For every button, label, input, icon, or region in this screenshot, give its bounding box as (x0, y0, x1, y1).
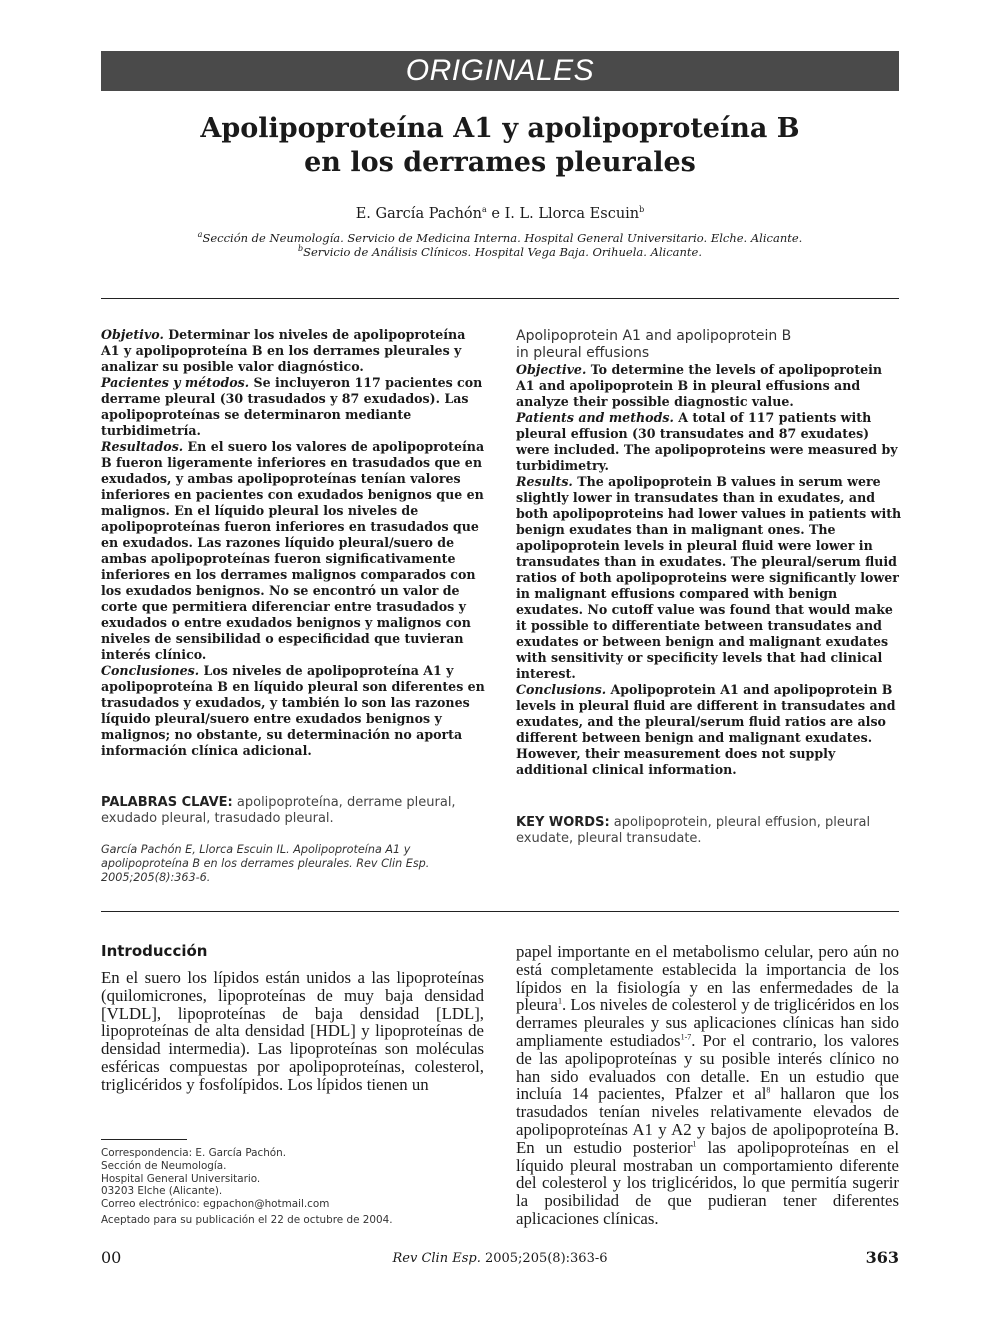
abstract-es-results-text: En el suero los valores de apolipoproteína B fueron ligeramente inferiores en trasudados que en exudados, y ambas apolipoproteínas tenían valores inferiores en pacientes con exudados benignos que en malignos. En el líquido pleural los niveles de apolipoproteínas fueron inferiores en trasudados que en exudados. Las razones líquido pleural/suero de ambas apolipoproteínas fueron significativamente inferiores en los derrames malignos comparados con los exudados benignos. No se encontró un valor de corte que permitiera diferenciar entre trasudados y exudados o entre exudados benignos y malignos con niveles de sensibilidad o especificidad que tuvieran interés clínico. (101, 439, 485, 662)
ref-mark-3: 8 (766, 1085, 771, 1095)
footer-journal: Rev Clin Esp. (392, 1251, 481, 1266)
citation: García Pachón E, Llorca Escuin IL. Apolipoproteína A1 y apolipoproteína B en los derrames pleurales. Rev Clin Esp. 2005;205(8):363-6. (101, 843, 430, 884)
intro-r3: . Por el contrario, los valores de las apolipoproteínas y su posible interés clínico no han sido evaluados con detalle. En un estudio que incluía 14 pacientes, Pfalzer et al (516, 1030, 899, 1104)
author-2: I. L. Llorca Escuin (504, 206, 640, 222)
keywords-spanish (101, 795, 484, 827)
abstract-spanish (101, 327, 487, 759)
author-2-affil-mark: b (639, 205, 645, 215)
english-title-line-1: Apolipoprotein A1 and apolipoprotein B (516, 328, 792, 344)
footnote-correspondence: Correspondencia: E. García Pachón. (101, 1147, 287, 1159)
footer-ref: 2005;205(8):363-6 (480, 1251, 608, 1266)
ref-mark-4: 1 (692, 1139, 697, 1149)
keywords-en-text: apolipoprotein, pleural effusion, pleural exudate, pleural transudate. (516, 815, 871, 846)
affiliation-b-mark: b (297, 244, 304, 254)
abstract-english (516, 362, 902, 778)
correspondence-footnote (101, 1147, 484, 1227)
abstract-en-results (516, 474, 902, 682)
author-line (101, 206, 899, 222)
abstract-en-results-label: Results. (516, 474, 573, 489)
affiliation-a-mark: a (197, 230, 203, 240)
footer-journal-reference (101, 1251, 899, 1266)
intro-r5: las apolipoproteínas en el líquido pleural mostraban un comportamiento diferente del colesterol y los triglicéridos, lo que permitía sugerir la posibilidad de que pudieran tener diferentes aplicaciones clínicas. (516, 1137, 899, 1228)
abstract-es-objective-label: Objetivo. (101, 327, 164, 342)
abstract-es-methods-text: Se incluyeron 117 pacientes con derrame pleural (30 trasudados y 87 exudados). Las apolipoproteínas se determinaron mediante turbidimetría. (101, 375, 483, 438)
footnote-rule (101, 1139, 187, 1140)
abstract-en-results-text: The apolipoprotein B values in serum were slightly lower in transudates than in exudates, and both apolipoproteins had lower values in patients with benign exudates than in malignant ones. The apolipoprotein levels in pleural fluid were lower in transudates than in exudates. The pleural/serum fluid ratios of both apolipoproteins were significantly lower in malignant effusions compared with benign exudates. No cutoff value was found that would make it possible to differentiate between transudates and exudates or between benign and malignant exudates with sensitivity or specificity levels that had clinical interest. (516, 474, 902, 681)
abstract-es-conclusions-text: Los niveles de apolipoproteína A1 y apolipoproteína B en líquido pleural son diferentes en trasudados y exudados, y también lo son las razones líquido pleural/suero entre exudados benignos y malignos; no obstante, su determinación no aporta información clínica adicional. (101, 663, 485, 758)
footnote-email: Correo electrónico: egpachon@hotmail.com (101, 1198, 330, 1211)
section-header-bar (101, 51, 899, 91)
affiliation-b (101, 245, 899, 259)
keywords-es-text: apolipoproteína, derrame pleural, exudado pleural, trasudado pleural. (101, 795, 456, 826)
affiliation-b-text: Servicio de Análisis Clínicos. Hospital Vega Baja. Orihuela. Alicante. (303, 245, 703, 259)
abstract-en-methods (516, 410, 902, 474)
keywords-es-label: PALABRAS CLAVE: (101, 795, 233, 810)
title-line-2: en los derrames pleurales (304, 147, 696, 178)
abstract-es-objective-text: Determinar los niveles de apolipoproteína A1 y apolipoproteína B en los derrames pleurales y analizar su posible valor diagnóstico. (101, 327, 466, 374)
intro-r1: papel importante en el metabolismo celular, pero aún no está completamente establecida la importancia de los lípidos en la fisiología y en las enfermedades de la pleura (516, 942, 899, 1015)
article-title (101, 112, 899, 180)
author-1: E. García Pachón (355, 206, 482, 222)
author-1-affil-mark: a (481, 205, 487, 215)
english-title-line-2: in pleural effusions (516, 345, 650, 361)
footnote-city: 03203 Elche (Alicante). (101, 1185, 223, 1198)
abstract-es-conclusions (101, 663, 487, 759)
abstract-en-conclusions (516, 682, 902, 778)
keywords-en-label: KEY WORDS: (516, 815, 610, 830)
abstract-es-methods-label: Pacientes y métodos. (101, 375, 250, 390)
abstract-en-conclusions-label: Conclusions. (516, 682, 607, 697)
divider-middle (101, 911, 899, 912)
abstract-es-objective (101, 327, 487, 375)
footer-page-number: 363 (865, 1248, 899, 1267)
footer-page-left: 00 (101, 1248, 122, 1267)
abstract-en-objective (516, 362, 902, 410)
abstract-es-results-label: Resultados. (101, 439, 184, 454)
footnote-dept: Sección de Neumología. (101, 1159, 227, 1172)
title-line-1: Apolipoproteína A1 y apolipoproteína B (200, 113, 800, 144)
intro-left-column: En el suero los lípidos están unidos a las lipoproteínas (quilomicrones, lipoproteínas de muy baja densidad [VLDL], lipoproteínas de baja densidad [LDL], lipoproteínas de alta densidad [HDL] y lipoproteínas de densidad intermedia). Las lipoproteínas son moléculas esféricas compuestas por apolipoproteínas, colesterol, triglicéridos y fosfolípidos. Los lípidos tienen un (101, 968, 484, 1094)
affiliation-a (101, 231, 899, 245)
abstract-es-results (101, 439, 487, 663)
intro-r4: hallaron que los trasudados tenían niveles relativamente elevados de apolipoproteínas A1 y A2 y bajos de apolipoproteína B. En un estudio posterior (516, 1084, 899, 1157)
keywords-english (516, 815, 899, 847)
author-joiner: e (486, 206, 505, 222)
abstract-en-methods-text: A total of 117 patients with pleural effusion (30 transudates and 87 exudates) were included. The apolipoproteins were measured by turbidimetry. (516, 410, 898, 473)
abstract-en-methods-label: Patients and methods. (516, 410, 674, 425)
abstract-es-methods (101, 375, 487, 439)
intro-right-column (516, 943, 899, 1228)
footnote-accepted: Aceptado para su publicación el 22 de octubre de 2004. (101, 1213, 393, 1226)
section-label: ORIGINALES (405, 54, 595, 87)
footnote-hospital: Hospital General Universitario. (101, 1172, 261, 1185)
ref-mark-2: 1-7 (680, 1032, 692, 1042)
abstract-en-objective-label: Objective. (516, 362, 587, 377)
divider-top (101, 298, 899, 299)
abstract-en-conclusions-text: Apolipoprotein A1 and apolipoprotein B levels in pleural fluid are different in transudates and exudates, and the pleural/serum fluid ratios are also different between benign and malignant exudates. However, their measurement does not supply additional clinical information. (516, 682, 896, 777)
english-title (516, 328, 899, 362)
abstract-en-objective-text: To determine the levels of apolipoprotein A1 and apolipoprotein B in pleural effusions and analyze their possible diagnostic value. (516, 362, 883, 409)
abstract-es-conclusions-label: Conclusiones. (101, 663, 200, 678)
intro-r2: . Los niveles de colesterol y de triglicéridos en los derrames pleurales y sus aplicaciones clínicas han sido ampliamente estudiados (516, 995, 899, 1050)
ref-mark-1: 1 (557, 996, 562, 1006)
intro-heading: Introducción (101, 942, 208, 960)
affiliation-a-text: Sección de Neumología. Servicio de Medicina Interna. Hospital General Universitario. Elche. Alicante. (202, 231, 803, 245)
